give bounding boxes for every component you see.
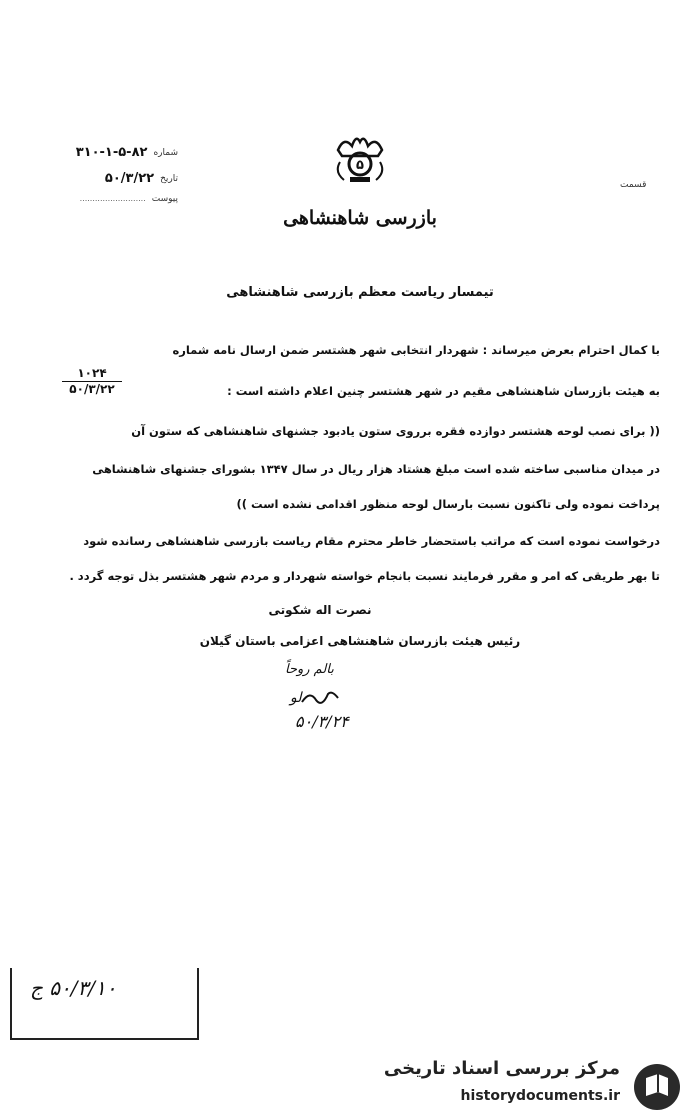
date-label: تاریخ	[160, 174, 178, 184]
body-line-7: تا بهر طریقی که امر و مقرر فرمایند نسبت بانجام خواسته شهردار و مردم شهر هشتسر بذل توجه گردد .	[69, 569, 660, 583]
attach-dots: ..........................	[79, 194, 146, 203]
organization-name: بازرسی شاهنشاهی	[283, 207, 437, 229]
body-line-4: در میدان مناسبی ساخته شده است مبلغ هشتاد هزار ریال در سال ۱۳۴۷ بشورای جشنهای شاهنشاهی	[92, 462, 660, 476]
attach-label: پیوست	[151, 194, 178, 204]
stamp-handwriting: ۵۰/۳/۱۰ ج	[30, 976, 117, 1000]
meta-attach-row	[18, 192, 178, 206]
reference-number-top: ۱۰۲۴	[62, 366, 122, 382]
body-line-6: درخواست نموده است که مراتب باستحضار خاطر محترم مقام ریاست بازرسی شاهنشاهی رسانده شود	[83, 534, 660, 548]
number-label: شماره	[153, 148, 178, 158]
body-line-5: پرداخت نموده ولی تاکنون نسبت بارسال لوحه منظور اقدامی نشده است ))	[236, 497, 660, 511]
reference-number	[62, 366, 122, 396]
body-line-1: با کمال احترام بعرض میرساند : شهردار انتخابی شهر هشتسر ضمن ارسال نامه شماره	[172, 343, 660, 357]
handwritten-signature: لو	[290, 690, 302, 706]
body-line-2: به هیئت بازرسان شاهنشاهی مقیم در شهر هشتسر چنین اعلام داشته است :	[227, 384, 660, 398]
archive-url: historydocuments.ir	[460, 1088, 620, 1104]
body-line-3: (( برای نصب لوحه هشتسر دوازده فقره برروی ستون یادبود جشنهای شاهنشاهی که ستون آن	[131, 424, 660, 438]
archive-logo-icon	[632, 1062, 682, 1112]
crown-emblem-icon	[330, 128, 390, 188]
number-value: ۳۱۰-۱-۵-۸۲	[75, 145, 148, 160]
signature-scribble-icon	[300, 688, 340, 708]
letter-salutation: تیمسار ریاست معظم بازرسی شاهنشاهی	[226, 285, 494, 300]
svg-text:۵: ۵	[356, 158, 364, 173]
handwritten-note: بالم روحاً	[285, 662, 334, 677]
section-label: قسمت	[620, 180, 647, 190]
meta-number-row	[18, 140, 178, 166]
date-value: ۵۰/۳/۲۲	[104, 171, 155, 186]
reference-number-bottom: ۵۰/۳/۲۲	[69, 382, 115, 396]
handwritten-date: ۵۰/۳/۲۴	[295, 712, 349, 731]
signatory-name: نصرت اله شکوتی	[268, 603, 372, 617]
meta-block	[18, 140, 178, 206]
signatory-title: رئیس هیئت بازرسان شاهنشاهی اعزامی باستان گیلان	[199, 634, 521, 648]
meta-date-row	[18, 166, 178, 192]
archive-center-name: مرکز بررسی اسناد تاریخی	[383, 1058, 620, 1079]
